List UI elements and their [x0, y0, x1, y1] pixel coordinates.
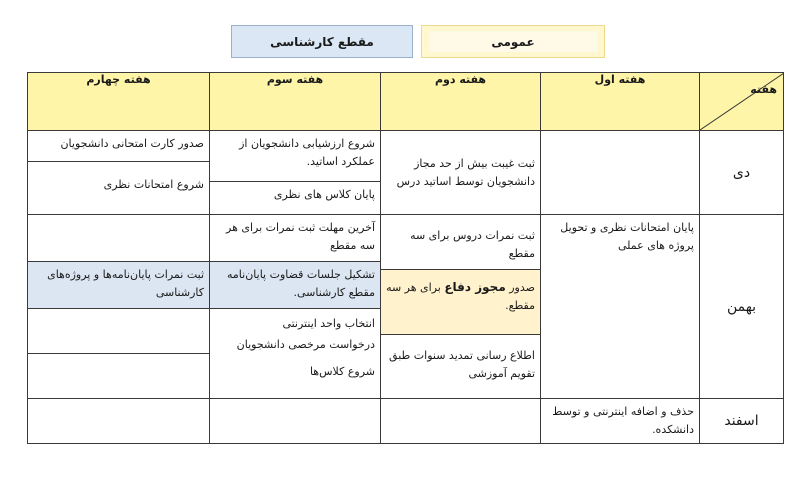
month-dey: دی [700, 131, 784, 215]
bahman-week-3-item-3a: انتخاب واحد اینترنتی [282, 317, 375, 330]
bahman-week-4-empty-1 [28, 215, 209, 261]
dey-week-3 [210, 131, 381, 215]
esfand-week-1 [541, 399, 700, 444]
bahman-week-3-item-2: تشکیل جلسات قضاوت پایان‌نامه مقطع کارشناسی. [210, 261, 380, 308]
bahman-week-3-item-3c: شروع کلاس‌ها [309, 365, 375, 378]
bahman-week-2 [381, 215, 541, 399]
diagonal-line [700, 73, 784, 130]
header-week-1: هفته اول [541, 73, 700, 131]
bahman-week-4 [28, 215, 210, 399]
bahman-week-2-item-3: اطلاع رسانی تمدید سنوات طبق تقویم آموزشی [381, 334, 540, 387]
row-bahman [28, 215, 784, 399]
esfand-week-1-text: حذف و اضافه اینترنتی و توسط دانشکده. [552, 405, 694, 436]
corner-cell [700, 73, 784, 131]
bahman-week-4-empty-2 [28, 308, 209, 353]
row-esfand [28, 399, 784, 444]
bahman-week-3-item-3 [210, 308, 380, 386]
legend-general-label: عمومی [491, 34, 535, 49]
calendar-table [27, 72, 784, 444]
esfand-week-2 [381, 399, 541, 444]
bahman-week-3-item-1: آخرین مهلت ثبت نمرات برای هر سه مقطع [226, 221, 375, 252]
bahman-week-3 [210, 215, 381, 399]
esfand-week-3 [210, 399, 381, 444]
legend-major-label: مقطع کارشناسی [270, 34, 374, 49]
header-row [28, 73, 784, 131]
legend-general [421, 25, 605, 58]
legend-major [231, 25, 413, 58]
bahman-week-2-item-2-pre: صدور [505, 281, 535, 294]
month-esfand: اسفند [700, 399, 784, 444]
dey-week-3-item-1: شروع ارزشیابی دانشجویان از عملکرد اساتید. [239, 137, 375, 168]
header-week-3: هفته سوم [210, 73, 381, 131]
dey-week-4-item-2: شروع امتحانات نظری [28, 161, 209, 198]
dey-week-2-text: ثبت غیبت بیش از حد مجاز دانشجویان توسط اساتید درس [396, 156, 535, 188]
dey-week-1 [541, 131, 700, 215]
row-dey [28, 131, 784, 215]
esfand-week-4 [28, 399, 210, 444]
header-week-4: هفته چهارم [28, 73, 210, 131]
corner-label: هفته [750, 83, 777, 96]
dey-week-4-item-1: صدور کارت امتحانی دانشجویان [60, 137, 204, 150]
dey-week-2 [381, 131, 541, 215]
header-week-2: هفته دوم [381, 73, 541, 131]
bahman-week-3-item-3b: درخواست مرخصی دانشجویان [236, 338, 375, 351]
bahman-week-4-item-2: ثبت نمرات پایان‌نامه‌ها و پروژه‌های کارشناسی [28, 261, 209, 308]
bahman-week-2-item-2-post: برای هر سه مقطع. [386, 281, 535, 312]
bahman-week-2-item-2 [381, 269, 540, 334]
bahman-week-2-item-2-bold: مجوز دفاع [444, 280, 506, 294]
bahman-week-1-text: پایان امتحانات نظری و تحویل پروژه های عملی [560, 221, 694, 252]
dey-week-4 [28, 131, 210, 215]
dey-week-3-item-2: پایان کلاس های نظری [210, 181, 380, 208]
month-bahman: بهمن [700, 215, 784, 399]
bahman-week-4-empty-3 [28, 353, 209, 398]
bahman-week-2-item-1: ثبت نمرات دروس برای سه مقطع [410, 229, 535, 260]
bahman-week-1 [541, 215, 700, 399]
